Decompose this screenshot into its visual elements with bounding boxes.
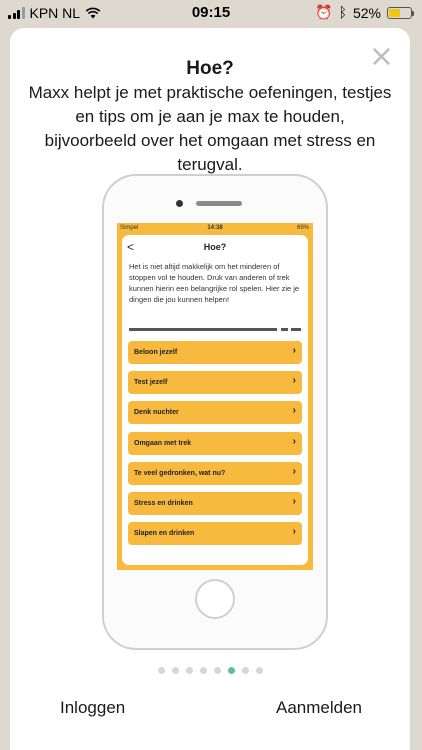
pager-dot[interactable] (158, 667, 165, 674)
pager-dot[interactable] (242, 667, 249, 674)
mockup-menu-item-label: Denk nuchter (134, 409, 179, 417)
page-description: Maxx helpt je met praktische oefeningen, testjes en tips om je aan je max te houden, bijvoorbeeld over het omgaan met stress en terugval. (28, 83, 392, 174)
mockup-back-icon: < (127, 240, 135, 254)
mockup-menu-item-label: Beloon jezelf (134, 349, 178, 356)
mockup-menu-item-label: Omgaan met trek (134, 439, 192, 447)
mockup-progress-segment (281, 328, 288, 331)
pager-dot[interactable] (186, 667, 193, 674)
mockup-menu-item-label: Slapen en drinken (134, 530, 195, 538)
chevron-right-icon: › (292, 405, 296, 417)
pager-dot[interactable] (172, 667, 179, 674)
mockup-time: 14:38 (207, 225, 223, 231)
chevron-right-icon: › (292, 495, 296, 507)
mockup-progress-bar (129, 328, 301, 331)
alarm-icon: ⏰ (315, 4, 333, 20)
clock-label: 09:15 (191, 4, 231, 21)
close-icon[interactable]: × (368, 39, 394, 74)
battery-percent-label: 52% (352, 4, 381, 21)
chevron-right-icon: › (292, 345, 296, 356)
chevron-right-icon: › (292, 375, 296, 387)
onboarding-card (10, 28, 410, 750)
chevron-right-icon: › (292, 465, 296, 477)
battery-level-fill (389, 9, 400, 17)
chevron-right-icon: › (292, 435, 296, 447)
signup-button[interactable]: Aanmelden (275, 698, 362, 717)
bluetooth-icon: ᛒ (338, 4, 347, 21)
mockup-menu-item (128, 341, 302, 364)
mockup-header (122, 240, 308, 256)
mockup-progress-segment (291, 328, 301, 331)
phone-camera (176, 200, 183, 207)
mockup-progress-segment (129, 328, 277, 331)
status-bar (0, 0, 422, 26)
carrier-label: KPN NL (29, 5, 81, 21)
mockup-carrier: Simpel (120, 225, 139, 231)
mockup-menu-list (128, 341, 302, 552)
phone-home-button (195, 579, 235, 619)
pager-dot-active[interactable] (228, 667, 235, 674)
mockup-title: Hoe? (203, 242, 227, 252)
mockup-menu-item (128, 522, 302, 545)
mockup-battery: 69% (296, 225, 309, 231)
pager-dot[interactable] (200, 667, 207, 674)
battery-icon (387, 7, 412, 19)
login-button[interactable]: Inloggen (60, 698, 126, 717)
phone-screen (117, 223, 313, 570)
mockup-status-bar (117, 223, 313, 233)
status-right (315, 4, 412, 21)
mockup-menu-item (128, 371, 302, 394)
phone-speaker (196, 201, 242, 206)
page-title: Hoe? (186, 58, 234, 79)
phone-mockup-image (102, 174, 328, 650)
mockup-menu-item (128, 492, 302, 515)
mockup-menu-item-label: Te veel gedronken, wat nu? (134, 469, 226, 477)
pager-dots (10, 667, 410, 674)
pager-dot[interactable] (214, 667, 221, 674)
mockup-content-panel (122, 235, 308, 565)
mockup-text: Het is niet altijd makkelijk om het minderen of stoppen vol te houden. Druk van anderen of trek kunnen hierin een belangrijke rol spelen. Hier zie je dingen die jou kunnen helpen! (129, 262, 300, 304)
mockup-menu-item (128, 462, 302, 485)
mockup-menu-item-label: Stress en drinken (134, 499, 193, 507)
mockup-menu-item-label: Test jezelf (134, 379, 168, 387)
pager-dot[interactable] (256, 667, 263, 674)
chevron-right-icon: › (292, 526, 296, 538)
mockup-menu-item (128, 432, 302, 455)
mockup-menu-item (128, 401, 302, 424)
